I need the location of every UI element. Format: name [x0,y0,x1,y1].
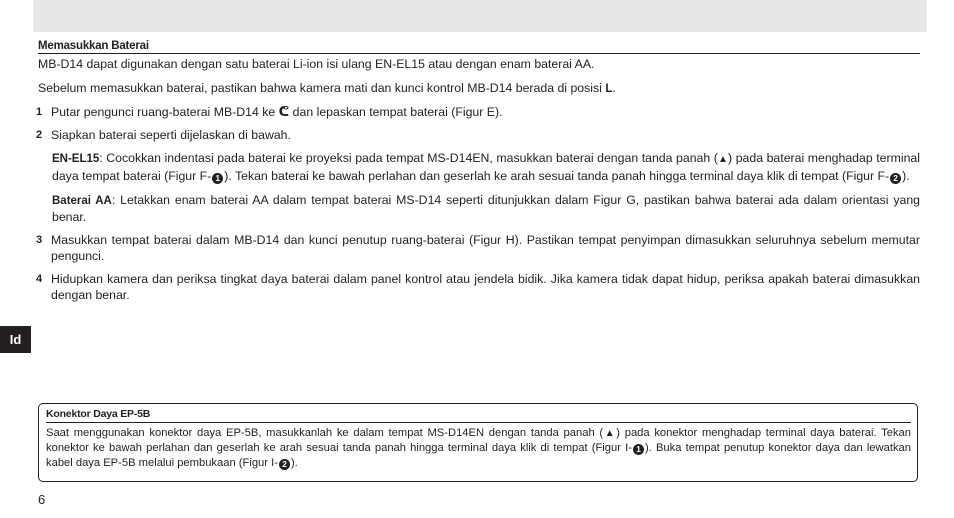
intro-paragraph: MB-D14 dapat digunakan dengan satu baterai Li-ion isi ulang EN-EL15 atau dengan enam baterai AA. [38,57,595,71]
header-band [33,0,927,32]
unlock-rotate-icon: ᕦ [278,104,290,119]
note-box [38,403,918,482]
arrow-up-icon: ▲ [717,154,729,165]
step-1-text-b: dan lepaskan tempat baterai (Figur E). [289,105,503,119]
note-title: Konektor Daya EP-5B [46,408,911,423]
step-number: 1 [36,106,43,118]
callout-1-icon: 1 [212,173,223,184]
aa-instructions [52,192,920,225]
step-4 [36,271,920,303]
callout-2-icon: 2 [279,459,290,470]
step-number: 2 [36,129,43,141]
precaution-text: Sebelum memasukkan baterai, pastikan bahwa kamera mati dan kunci kontrol MB-D14 berada di posisi [38,81,606,95]
precaution-end: . [612,81,616,95]
step-text: Hidupkan kamera dan periksa tingkat daya baterai dalam panel kontrol atau jendela bidik. Jika kamera tidak dapat hidup, periksa apakah baterai dimasukkan dengan benar. [51,272,920,302]
step-1-text-a: Putar pengunci ruang-baterai MB-D14 ke [51,105,279,119]
note-text-c: ). Buka tempat penutup konektor daya dan lewatkan kabel daya EP-5B melalui pembukaan (Figur I- [46,442,911,469]
arrow-up-icon: ▲ [603,428,617,439]
en-el15-instructions [52,150,920,184]
position-l: L [605,83,613,95]
note-text-d: ). [290,457,298,469]
note-text-a: Saat menggunakan konektor daya EP-5B, masukkanlah ke dalam tempat MS-D14EN dengan tanda panah ( [46,427,604,439]
note-text [46,426,911,471]
step-1 [36,104,920,120]
step-text [51,104,920,120]
language-tab: Id [0,326,31,353]
en-el15-text-b: ) pada baterai menghadap terminal daya tempat baterai (Figur F- [52,151,920,183]
aa-label: Baterai AA [52,195,112,207]
en-el15-text-d: ). [902,169,910,183]
en-el15-text-a: : Cocokkan indentasi pada baterai ke proyeksi pada tempat MS-D14EN, masukkan baterai dengan tanda panah ( [99,151,718,165]
battery-section [38,40,920,303]
step-text: Siapkan baterai seperti dijelaskan di bawah. [51,128,291,142]
precaution-paragraph [38,80,920,97]
note-text-b: ) pada konektor menghadap terminal daya baterai. Tekan konektor ke bawah perlahan dan geserlah ke arah sesuai tanda panah hingga terminal daya klik di tempat (Figur I- [46,427,911,454]
step-number: 3 [36,234,43,246]
step-2 [36,127,920,143]
section-title: Memasukkan Baterai [38,40,920,54]
step-3 [36,232,920,264]
aa-text: : Letakkan enam baterai AA dalam tempat baterai MS-D14 seperti ditunjukkan dalam Figur G, pastikan bahwa baterai ada dalam orientasi yang benar. [52,193,920,224]
step-number: 4 [36,273,43,285]
en-el15-text-c: ). Tekan baterai ke bawah perlahan dan geserlah ke arah sesuai tanda panah hingga terminal daya klik di tempat (Figur F- [224,169,890,183]
en-el15-label: EN-EL15 [52,153,100,165]
step-text: Masukkan tempat baterai dalam MB-D14 dan kunci penutup ruang-baterai (Figur H). Pastikan tempat penyimpan dimasukkan seluruhnya sebelum memutar pengunci. [51,233,920,263]
page-number: 6 [38,492,46,507]
callout-2-icon: 2 [890,173,901,184]
callout-1-icon: 1 [633,444,644,455]
